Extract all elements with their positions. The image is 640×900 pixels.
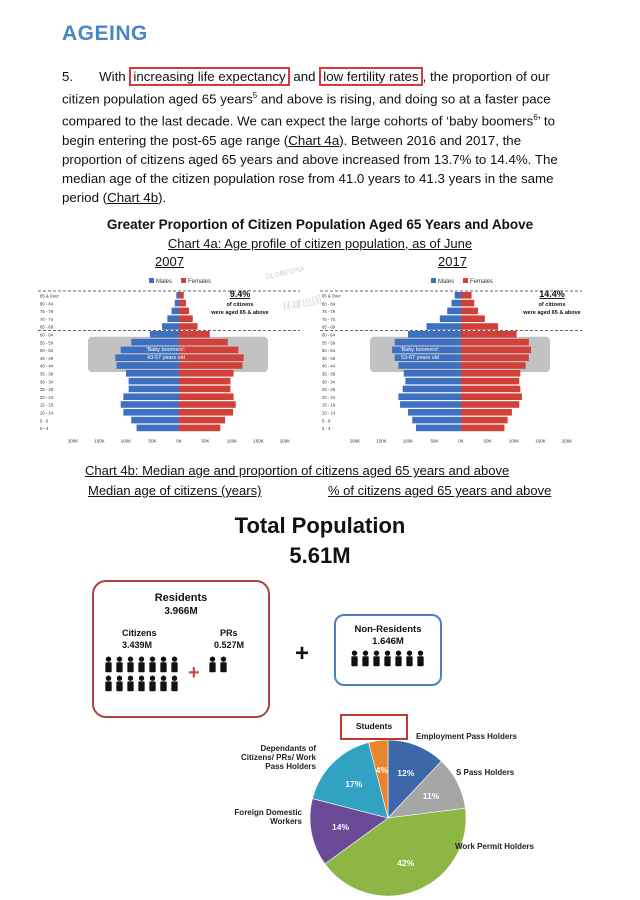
age-group-label: 80 - 84	[322, 301, 336, 307]
legend-females-swatch	[463, 278, 468, 283]
bar-male	[395, 339, 461, 346]
age-group-label: 5 - 9	[322, 418, 331, 424]
footnote-ref[interactable]: 5	[252, 91, 258, 100]
person-body	[138, 681, 144, 691]
bar-male	[398, 393, 461, 400]
bar-male	[162, 323, 179, 330]
person-head	[106, 676, 111, 681]
non-residents-value: 1.646M	[372, 636, 404, 647]
legend-dep-line1: Dependants of	[260, 744, 316, 753]
x-tick-label: 100K	[402, 438, 414, 444]
person-head	[172, 676, 177, 681]
legend-dep-line2: Citizens/ PRs/ Work	[241, 753, 316, 762]
x-tick-label: 0K	[458, 438, 464, 444]
bar-female	[461, 393, 522, 400]
bar-female	[461, 417, 508, 424]
x-tick-label: 200K	[67, 438, 79, 444]
person-head	[128, 656, 133, 661]
non-residents-pie-chart	[300, 730, 480, 900]
chart-4b-link[interactable]: Chart 4b	[107, 189, 159, 205]
age-group-label: 40 - 44	[40, 363, 54, 369]
bar-female	[179, 378, 230, 385]
bar-female	[179, 425, 220, 432]
bar-female	[179, 300, 186, 307]
person-head	[139, 656, 144, 661]
bar-female	[179, 339, 228, 346]
age-group-label: 5 - 9	[40, 418, 49, 424]
age-group-label: 60 - 64	[322, 332, 336, 338]
bar-female	[461, 378, 519, 385]
bar-female	[461, 370, 520, 377]
bar-female	[179, 323, 198, 330]
chart-4a-heading: Greater Proportion of Citizen Population Aged 65 Years and Above	[106, 217, 534, 232]
age-group-label: 40 - 44	[322, 363, 336, 369]
bar-female	[461, 315, 485, 322]
age-group-label: 50 - 54	[322, 348, 336, 354]
bar-male	[137, 425, 179, 432]
person-body	[116, 681, 122, 691]
bar-female	[461, 354, 529, 361]
legend-males: Males	[438, 279, 455, 285]
person-head	[221, 656, 226, 661]
legend-females: Females	[188, 279, 212, 285]
person-head	[385, 650, 390, 655]
age-group-label: 25 - 29	[322, 387, 336, 393]
age-group-label: 85 & Over	[40, 293, 59, 299]
text-run: and above is rising, and doing so at a faster pace compared to the last decade. We can expect the large cohorts of ‘baby boomers	[62, 91, 551, 129]
residents-label: Residents	[154, 592, 208, 604]
person-body	[351, 656, 357, 666]
bar-female	[461, 362, 526, 369]
person-body	[171, 662, 177, 672]
slice-label: 14%	[331, 822, 350, 833]
age-group-label: 75 - 79	[40, 309, 54, 315]
age-group-label: 35 - 39	[322, 371, 336, 377]
residents-box	[92, 580, 270, 718]
bar-female	[179, 362, 243, 369]
legend-fdw-line2: Workers	[270, 817, 302, 826]
age-group-label: 45 - 49	[40, 355, 54, 361]
chart-4a-subtitle: Chart 4a: Age profile of citizen population, as of June	[167, 236, 473, 251]
person-body	[220, 662, 226, 672]
age-group-label: 20 - 24	[322, 394, 336, 400]
baby-boomers-label: 'Baby boomers':	[146, 346, 186, 353]
bar-female	[179, 292, 184, 299]
plus-sign: +	[188, 662, 200, 684]
bar-female	[179, 315, 193, 322]
citizens-label: Citizens	[122, 628, 157, 638]
person-body	[149, 662, 155, 672]
bar-female	[179, 401, 236, 408]
bar-male	[440, 315, 461, 322]
person-body	[149, 681, 155, 691]
bar-female	[461, 401, 519, 408]
chart-4b-legend-pct: % of citizens aged 65 years and above	[328, 483, 552, 498]
bar-male	[400, 401, 461, 408]
non-residents-label: Non-Residents	[354, 624, 422, 635]
bar-female	[461, 347, 531, 354]
age-group-label: 0 - 4	[40, 426, 49, 432]
person-head	[396, 650, 401, 655]
baby-boomers-age: 43-57 years old	[147, 354, 185, 361]
bar-female	[179, 409, 233, 416]
pyramid-2017	[320, 274, 582, 444]
age-group-label: 70 - 74	[322, 316, 336, 322]
bar-male	[408, 409, 461, 416]
bar-male	[403, 386, 461, 393]
bar-female	[461, 308, 478, 315]
text-run: ).	[158, 189, 167, 205]
bar-male	[398, 362, 461, 369]
bar-female	[461, 323, 498, 330]
bar-female	[179, 347, 238, 354]
age-group-label: 10 - 14	[322, 410, 336, 416]
age-group-label: 15 - 19	[322, 402, 336, 408]
person-head	[128, 676, 133, 681]
x-tick-label: 100K	[120, 438, 132, 444]
bar-male	[455, 292, 461, 299]
text-run: and	[289, 69, 320, 84]
person-head	[150, 656, 155, 661]
person-body	[105, 681, 111, 691]
bar-female	[179, 417, 225, 424]
bar-male	[121, 401, 179, 408]
watermark-cn: 环球出国	[281, 294, 324, 314]
text-run: With	[99, 69, 130, 84]
x-tick-label: 50K	[430, 438, 439, 444]
chart-4b-title: Chart 4b: Median age and proportion of citizens aged 65 years and above	[85, 463, 510, 478]
bar-female	[461, 300, 474, 307]
age-group-label: 0 - 4	[322, 426, 331, 432]
age-group-label: 65 - 69	[40, 324, 54, 330]
person-head	[106, 656, 111, 661]
person-head	[161, 656, 166, 661]
person-head	[418, 650, 423, 655]
age-group-label: 30 - 34	[322, 379, 336, 385]
person-head	[117, 676, 122, 681]
legend-dep-line3: Pass Holders	[265, 762, 316, 771]
bar-male	[129, 386, 179, 393]
legend-wp: Work Permit Holders	[455, 842, 534, 851]
x-tick-label: 50K	[483, 438, 492, 444]
text-run: , the proportion of our citizen population aged 65 years	[62, 69, 550, 107]
legend-fdw	[232, 808, 302, 826]
x-tick-label: 200K	[561, 438, 573, 444]
bar-male	[176, 292, 179, 299]
pct-note-1: of citizens	[538, 302, 566, 308]
pct-note-2: were aged 65 & above	[211, 310, 269, 316]
plus-sign-large: +	[295, 640, 310, 667]
bar-male	[126, 370, 179, 377]
bar-male	[408, 331, 461, 338]
citizens-value: 3.439M	[122, 640, 153, 650]
person-body	[406, 656, 412, 666]
age-group-label: 80 - 84	[40, 301, 54, 307]
pct-65-above: 9.4%	[229, 289, 251, 299]
prs-label: PRs	[220, 628, 238, 638]
person-body	[127, 681, 133, 691]
age-group-label: 20 - 24	[40, 394, 54, 400]
pct-note-1: of citizens	[226, 302, 254, 308]
bar-female	[179, 370, 234, 377]
person-body	[116, 662, 122, 672]
footnote-ref[interactable]: 6	[533, 113, 538, 123]
x-tick-label: 150K	[376, 438, 387, 444]
bar-male	[447, 308, 461, 315]
slice-label: 12%	[397, 768, 415, 779]
person-body	[127, 662, 133, 672]
pct-65-above: 14.4%	[539, 289, 565, 299]
person-body	[105, 662, 111, 672]
bar-male	[129, 378, 179, 385]
non-residents-people-icon	[350, 650, 430, 678]
age-group-label: 70 - 74	[40, 316, 54, 322]
bar-male	[412, 417, 461, 424]
person-head	[150, 676, 155, 681]
legend-dependants	[228, 744, 316, 771]
person-head	[210, 656, 215, 661]
year-2017: 2017	[438, 254, 467, 269]
legend-females-swatch	[181, 278, 186, 283]
students-highlight-box	[340, 714, 408, 740]
bar-male	[123, 393, 179, 400]
bar-female	[461, 386, 520, 393]
bar-female	[179, 354, 244, 361]
bar-male	[427, 323, 461, 330]
bar-male	[175, 300, 179, 307]
baby-boomers-label: 'Baby boomers':	[400, 346, 440, 353]
age-group-label: 45 - 49	[322, 355, 336, 361]
non-residents-box	[334, 614, 442, 686]
bar-male	[123, 409, 179, 416]
residents-value: 3.966M	[164, 606, 198, 617]
bar-female	[461, 425, 504, 432]
bar-male	[167, 315, 179, 322]
text-run: ’ to begin entering the post-65 age range (	[62, 113, 556, 148]
age-group-label: 75 - 79	[322, 309, 336, 315]
age-group-label: 30 - 34	[40, 379, 54, 385]
highlight-life-expectancy: increasing life expectancy	[129, 67, 289, 86]
age-group-label: 15 - 19	[40, 402, 54, 408]
person-body	[160, 662, 166, 672]
text-run: ). Between 2016 and 2017, the proportion of citizens aged 65 years and above increased from 13.7% to 14.4%. The median age of the citizen population rose from 41.0 years to 41.3 years in the same period (	[62, 132, 558, 205]
legend-fdw-line1: Foreign Domestic	[234, 808, 302, 817]
citizens-people-icon	[104, 656, 184, 702]
legend-sp: S Pass Holders	[456, 768, 515, 777]
legend-males-swatch	[149, 278, 154, 283]
slice-label: 42%	[397, 857, 415, 868]
bar-female	[461, 409, 512, 416]
bar-female	[179, 331, 210, 338]
bar-male	[172, 308, 179, 315]
age-group-label: 55 - 59	[40, 340, 54, 346]
pct-note-2: were aged 65 & above	[523, 310, 581, 316]
age-group-label: 65 - 69	[322, 324, 336, 330]
person-body	[138, 662, 144, 672]
paragraph-5	[62, 67, 582, 207]
watermark: GLOBEVISA	[264, 265, 306, 282]
bar-female	[179, 386, 230, 393]
bar-male	[116, 362, 179, 369]
person-body	[417, 656, 423, 666]
x-tick-label: 50K	[201, 438, 210, 444]
slice-label: 17%	[345, 778, 363, 789]
chart-4a-link[interactable]: Chart 4a	[288, 132, 340, 148]
person-head	[161, 676, 166, 681]
person-head	[139, 676, 144, 681]
pyramid-2007	[38, 274, 300, 444]
slice-label: 4%	[375, 765, 389, 776]
bar-female	[461, 339, 529, 346]
person-head	[407, 650, 412, 655]
legend-males-swatch	[431, 278, 436, 283]
prs-value: 0.527M	[214, 640, 245, 650]
age-group-label: 25 - 29	[40, 387, 54, 393]
section-title: AGEING	[62, 22, 148, 45]
x-tick-label: 150K	[94, 438, 105, 444]
person-body	[171, 681, 177, 691]
age-group-label: 35 - 39	[40, 371, 54, 377]
bar-female	[461, 331, 517, 338]
bar-male	[416, 425, 461, 432]
bar-female	[461, 292, 472, 299]
age-group-label: 50 - 54	[40, 348, 54, 354]
prs-people-icon	[208, 656, 238, 680]
x-tick-label: 200K	[349, 438, 361, 444]
highlight-fertility: low fertility rates	[319, 67, 422, 86]
age-group-label: 85 & Over	[322, 293, 341, 299]
person-head	[363, 650, 368, 655]
legend-ep: Employment Pass Holders	[416, 732, 517, 741]
person-body	[160, 681, 166, 691]
x-tick-label: 100K	[508, 438, 520, 444]
legend-females: Females	[470, 279, 494, 285]
age-group-label: 10 - 14	[40, 410, 54, 416]
x-tick-label: 0K	[176, 438, 182, 444]
bar-male	[404, 370, 461, 377]
person-body	[209, 662, 215, 672]
age-group-label: 55 - 59	[322, 340, 336, 346]
baby-boomers-age: 53-67 years old	[401, 354, 439, 361]
bar-male	[405, 378, 461, 385]
slice-label: 11%	[422, 791, 440, 802]
bar-male	[131, 417, 179, 424]
person-body	[373, 656, 379, 666]
person-head	[352, 650, 357, 655]
bar-female	[179, 393, 234, 400]
bar-male	[131, 339, 179, 346]
x-tick-label: 50K	[148, 438, 157, 444]
paragraph-number: 5.	[62, 69, 74, 84]
total-population-label: Total Population	[234, 513, 406, 538]
person-body	[395, 656, 401, 666]
chart-4b-legend-median: Median age of citizens (years)	[88, 483, 262, 498]
students-label: Students	[355, 721, 393, 731]
person-head	[117, 656, 122, 661]
x-tick-label: 100K	[226, 438, 238, 444]
x-tick-label: 150K	[253, 438, 264, 444]
bar-female	[179, 308, 189, 315]
person-head	[374, 650, 379, 655]
bar-male	[150, 331, 179, 338]
age-group-label: 60 - 64	[40, 332, 54, 338]
year-2007: 2007	[155, 254, 184, 269]
person-body	[362, 656, 368, 666]
person-head	[172, 656, 177, 661]
x-tick-label: 200K	[279, 438, 291, 444]
person-body	[384, 656, 390, 666]
total-population-value: 5.61M	[289, 543, 351, 568]
bar-male	[451, 300, 461, 307]
x-tick-label: 150K	[535, 438, 546, 444]
legend-males: Males	[156, 279, 173, 285]
